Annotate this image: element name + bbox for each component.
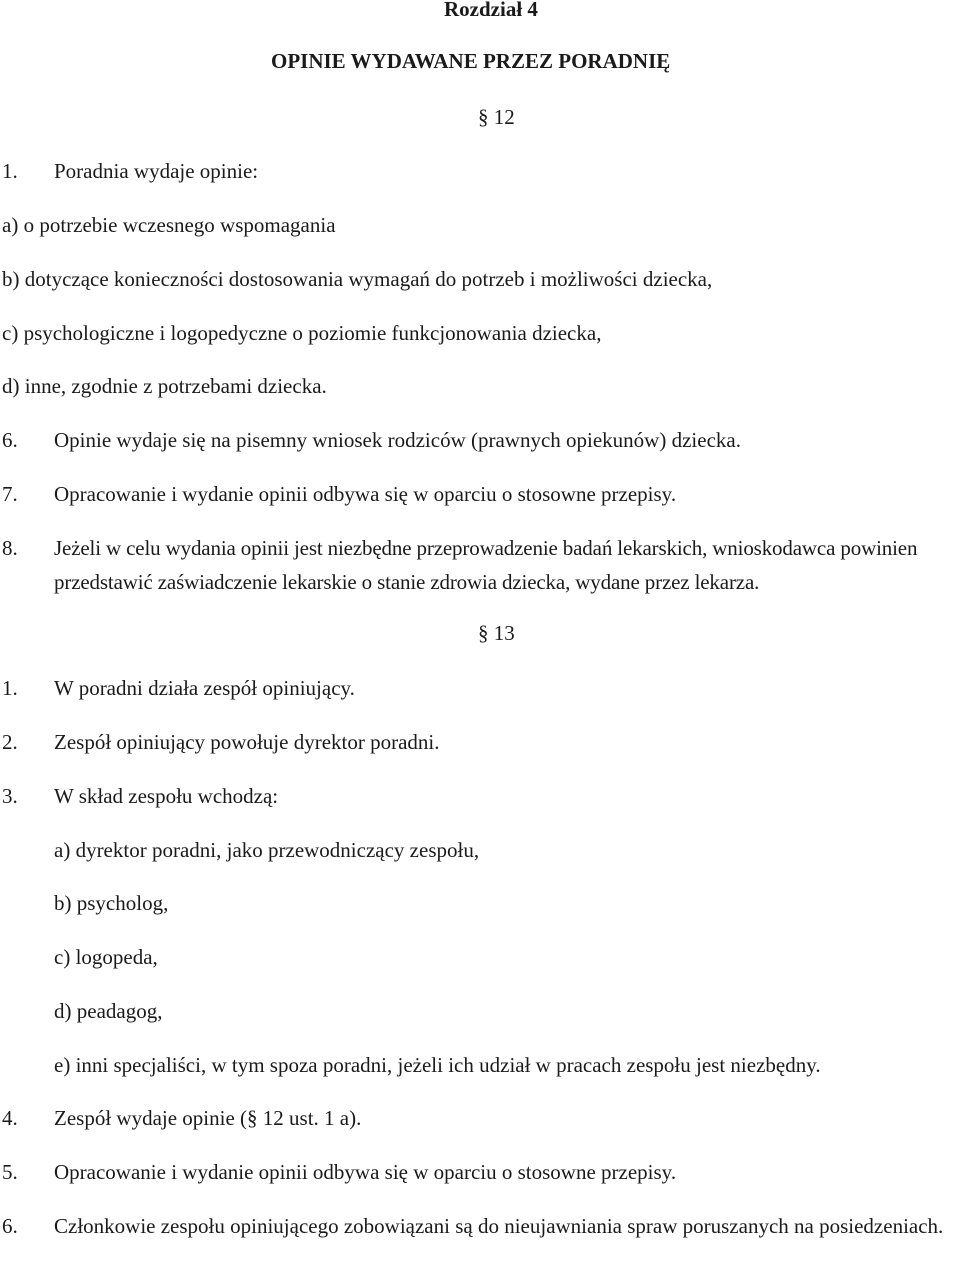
list-item	[0, 729, 960, 755]
list-item	[0, 481, 960, 507]
section-12-marker: § 12	[478, 105, 515, 129]
list-item	[0, 998, 960, 1024]
item-text: b) psycholog,	[54, 891, 169, 915]
item-text: Opracowanie i wydanie opinii odbywa się w oparciu o stosowne przepisy.	[54, 1160, 677, 1184]
item-text: W poradni działa zespół opiniujący.	[54, 676, 355, 700]
item-number: 1.	[2, 159, 18, 183]
item-text: Opracowanie i wydanie opinii odbywa się w oparciu o stosowne przepisy.	[54, 482, 677, 506]
list-item	[0, 212, 960, 238]
item-text: Opinie wydaje się na pisemny wniosek rodziców (prawnych opiekunów) dziecka.	[54, 428, 741, 452]
list-item	[0, 266, 960, 292]
list-item	[0, 675, 960, 701]
item-text: W skład zespołu wchodzą:	[54, 784, 279, 808]
item-text: d) inne, zgodnie z potrzebami dziecka.	[2, 374, 327, 398]
item-text: Poradnia wydaje opinie:	[54, 159, 259, 183]
list-item	[0, 427, 960, 453]
item-text: a) dyrektor poradni, jako przewodniczący zespołu,	[54, 838, 480, 862]
list-item	[0, 944, 960, 970]
item-text: d) peadagog,	[54, 999, 163, 1023]
item-number: 8.	[2, 536, 18, 560]
list-item	[0, 1209, 960, 1269]
list-item	[0, 837, 960, 863]
list-item	[0, 1159, 960, 1185]
list-item	[0, 531, 960, 594]
item-text: a) o potrzebie wczesnego wspomagania	[2, 213, 336, 237]
item-text: Zespół wydaje opinie (§ 12 ust. 1 a).	[54, 1106, 362, 1130]
item-text: c) logopeda,	[54, 945, 158, 969]
item-text: Członkowie zespołu opiniującego zobowiązani są do nieujawniania spraw poruszanych na posiedzeniach.	[54, 1214, 944, 1238]
list-item	[0, 1105, 960, 1131]
item-text: b) dotyczące konieczności dostosowania wymagań do potrzeb i możliwości dziecka,	[2, 267, 713, 291]
chapter-title: Rozdział 4	[444, 0, 538, 21]
list-item	[0, 158, 960, 184]
item-number: 4.	[2, 1106, 18, 1130]
list-item	[0, 320, 960, 346]
list-item	[0, 373, 960, 399]
item-text: Zespół opiniujący powołuje dyrektor poradni.	[54, 730, 440, 754]
item-text: Jeżeli w celu wydania opinii jest niezbędne przeprowadzenie badań lekarskich, wnioskodawca powinien przedstawić zaświadczenie lekarskie o stanie zdrowia dziecka, wydane przez lekarza.	[54, 536, 918, 594]
list-item	[0, 783, 960, 809]
item-number: 6.	[2, 428, 18, 452]
item-number: 3.	[2, 784, 18, 808]
chapter-heading: OPINIE WYDAWANE PRZEZ PORADNIĘ	[271, 49, 671, 73]
item-number: 5.	[2, 1160, 18, 1184]
item-text: e) inni specjaliści, w tym spoza poradni, jeżeli ich udział w pracach zespołu jest niezbędny.	[54, 1053, 821, 1077]
list-item	[0, 890, 960, 916]
item-number: 2.	[2, 730, 18, 754]
item-number: 7.	[2, 482, 18, 506]
item-number: 1.	[2, 676, 18, 700]
item-number: 6.	[2, 1214, 18, 1238]
item-text: c) psychologiczne i logopedyczne o poziomie funkcjonowania dziecka,	[2, 321, 602, 345]
section-13-marker: § 13	[478, 621, 515, 645]
list-item	[0, 1052, 960, 1078]
